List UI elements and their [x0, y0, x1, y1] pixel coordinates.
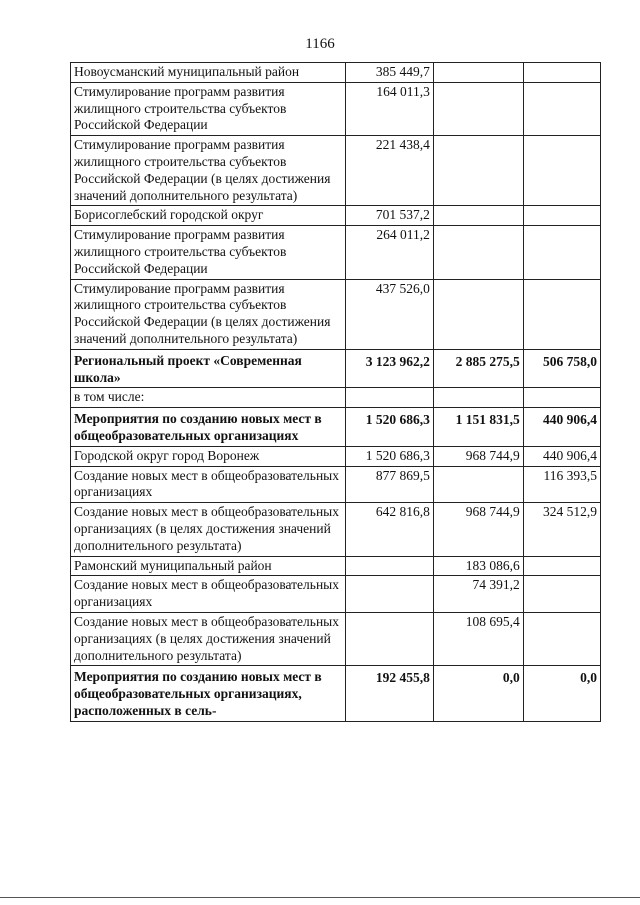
row-value-2 [433, 466, 523, 503]
table-row [71, 136, 601, 206]
row-value-2 [433, 226, 523, 279]
row-value-2: 183 086,6 [433, 556, 523, 576]
row-value-3 [523, 576, 600, 613]
table-row [71, 612, 601, 665]
budget-table [70, 62, 601, 722]
page-bottom-rule [0, 897, 640, 898]
row-name: Создание новых мест в общеобразовательных организациях [71, 576, 346, 613]
row-name: Стимулирование программ развития жилищного строительства субъектов Российской Федерации [71, 226, 346, 279]
table-row [71, 226, 601, 279]
row-value-3: 440 906,4 [523, 446, 600, 466]
row-value-1: 3 123 962,2 [346, 349, 434, 388]
table-row [71, 63, 601, 83]
table-row [71, 446, 601, 466]
row-value-1: 1 520 686,3 [346, 408, 434, 447]
row-name: Создание новых мест в общеобразовательных организациях (в целях достижения значений дополнительного результата) [71, 503, 346, 556]
row-value-3: 440 906,4 [523, 408, 600, 447]
row-value-2 [433, 206, 523, 226]
row-value-2: 968 744,9 [433, 446, 523, 466]
row-value-3 [523, 136, 600, 206]
row-value-3 [523, 63, 600, 83]
row-value-2 [433, 82, 523, 135]
row-value-3 [523, 612, 600, 665]
row-value-2: 2 885 275,5 [433, 349, 523, 388]
row-value-2 [433, 388, 523, 408]
row-name: Региональный проект «Современная школа» [71, 349, 346, 388]
row-name: Стимулирование программ развития жилищного строительства субъектов Российской Федерации (в целях достижения значений дополнительного результата) [71, 279, 346, 349]
table-row [71, 279, 601, 349]
table-row [71, 408, 601, 447]
row-value-1: 437 526,0 [346, 279, 434, 349]
row-name: Рамонский муниципальный район [71, 556, 346, 576]
row-value-3 [523, 279, 600, 349]
row-name: Борисоглебский городской округ [71, 206, 346, 226]
row-name: в том числе: [71, 388, 346, 408]
row-value-1: 264 011,2 [346, 226, 434, 279]
table-row [71, 388, 601, 408]
table-row [71, 82, 601, 135]
row-value-1: 1 520 686,3 [346, 446, 434, 466]
row-value-3 [523, 556, 600, 576]
row-value-3 [523, 226, 600, 279]
row-name: Создание новых мест в общеобразовательных организациях (в целях достижения значений дополнительного результата) [71, 612, 346, 665]
row-value-2: 1 151 831,5 [433, 408, 523, 447]
row-value-3 [523, 82, 600, 135]
row-value-2 [433, 279, 523, 349]
row-value-1: 877 869,5 [346, 466, 434, 503]
row-name: Мероприятия по созданию новых мест в общеобразовательных организациях [71, 408, 346, 447]
row-name: Мероприятия по созданию новых мест в общеобразовательных организациях, расположенных в сель- [71, 666, 346, 721]
row-value-2: 108 695,4 [433, 612, 523, 665]
row-value-3: 506 758,0 [523, 349, 600, 388]
row-value-2: 0,0 [433, 666, 523, 721]
row-name: Стимулирование программ развития жилищного строительства субъектов Российской Федерации [71, 82, 346, 135]
row-value-3: 324 512,9 [523, 503, 600, 556]
row-value-3 [523, 388, 600, 408]
row-value-2 [433, 63, 523, 83]
row-name: Новоусманский муниципальный район [71, 63, 346, 83]
row-value-2: 968 744,9 [433, 503, 523, 556]
row-value-1 [346, 388, 434, 408]
row-name: Городской округ город Воронеж [71, 446, 346, 466]
table-row [71, 556, 601, 576]
row-value-1 [346, 612, 434, 665]
row-value-1: 221 438,4 [346, 136, 434, 206]
row-value-1: 642 816,8 [346, 503, 434, 556]
row-value-1: 385 449,7 [346, 63, 434, 83]
table-row [71, 206, 601, 226]
row-value-1 [346, 576, 434, 613]
table-row [71, 666, 601, 721]
table-row [71, 466, 601, 503]
row-value-1 [346, 556, 434, 576]
table-row [71, 349, 601, 388]
row-value-1: 164 011,3 [346, 82, 434, 135]
row-name: Стимулирование программ развития жилищного строительства субъектов Российской Федерации (в целях достижения значений дополнительного результата) [71, 136, 346, 206]
table-row [71, 503, 601, 556]
row-name: Создание новых мест в общеобразовательных организациях [71, 466, 346, 503]
page-number: 1166 [305, 36, 335, 52]
row-value-2 [433, 136, 523, 206]
row-value-3 [523, 206, 600, 226]
row-value-3: 116 393,5 [523, 466, 600, 503]
row-value-1: 701 537,2 [346, 206, 434, 226]
row-value-3: 0,0 [523, 666, 600, 721]
row-value-1: 192 455,8 [346, 666, 434, 721]
table-row [71, 576, 601, 613]
row-value-2: 74 391,2 [433, 576, 523, 613]
